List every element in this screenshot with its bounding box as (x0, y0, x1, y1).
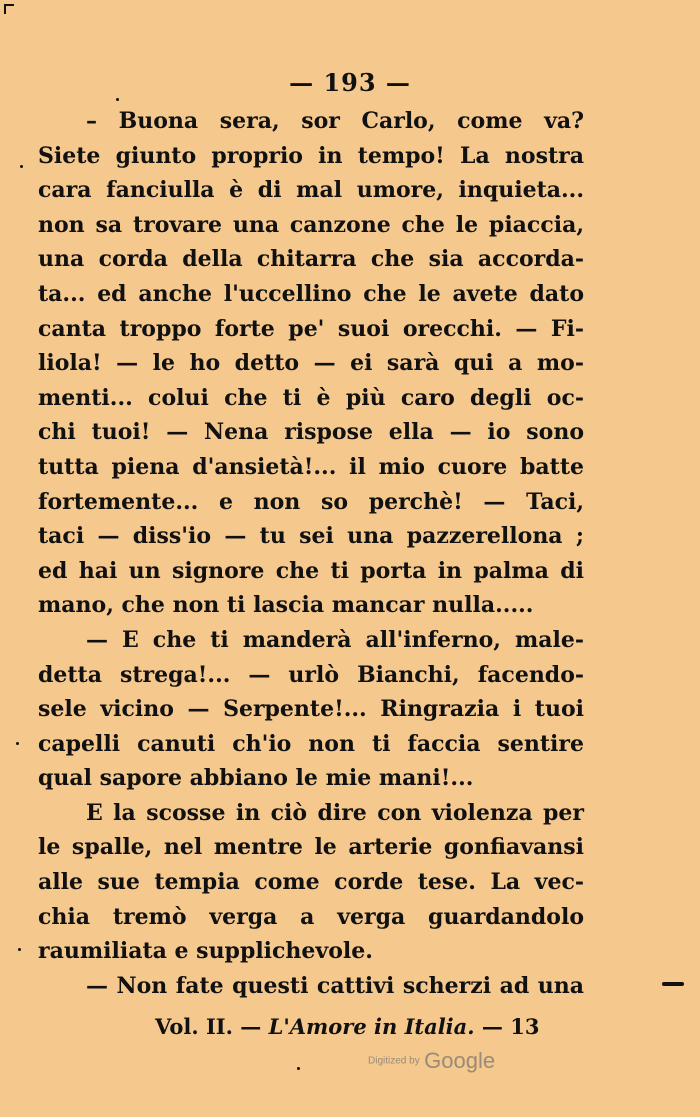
text-line: menti... colui che ti è più caro degli oc- (38, 384, 584, 411)
text-line: fortemente... e non so perchè! — Taci, (38, 488, 584, 515)
footer-volume: Vol. II. — (155, 1014, 262, 1039)
text-line: Siete giunto proprio in tempo! La nostra (38, 142, 584, 169)
text-line: — Non fate questi cattivi scherzi ad una (86, 972, 584, 999)
scan-speck (20, 165, 23, 168)
margin-dash (662, 982, 684, 986)
text-line: raumiliata e supplichevole. (38, 938, 373, 965)
digitization-watermark (368, 1048, 495, 1074)
text-line: E la scosse in ciò dire con violenza per (86, 799, 584, 826)
text-line: chia tremò verga a verga guardandolo (38, 903, 584, 930)
watermark-prefix: Digitized by (368, 1055, 420, 1067)
text-line: liola! — le ho detto — ei sarà qui a mo- (38, 350, 584, 377)
text-line: ta... ed anche l'uccellino che le avete dato (38, 280, 584, 307)
page-number: — 193 — (289, 68, 411, 97)
text-line: taci — diss'io — tu sei una pazzerellona ; (38, 523, 584, 550)
text-line: qual sapore abbiano le mie mani!... (38, 765, 474, 792)
text-line: le spalle, nel mentre le arterie gonfiavansi (38, 834, 584, 861)
text-line: non sa trovare una canzone che le piaccia, (38, 211, 584, 238)
text-line: — E che ti manderà all'inferno, male- (86, 626, 584, 653)
text-line: canta troppo forte pe' suoi orecchi. — Fi- (38, 315, 584, 342)
page-footer (155, 1014, 555, 1039)
text-line: tutta piena d'ansietà!... il mio cuore batte (38, 453, 584, 480)
body-text (38, 104, 584, 1003)
scan-speck (16, 742, 19, 745)
text-line: cara fanciulla è di mal umore, inquieta... (38, 177, 584, 204)
corner-crop-mark (4, 4, 14, 14)
scan-speck (116, 98, 119, 101)
text-line: detta strega!... — urlò Bianchi, facendo- (38, 661, 584, 688)
text-line: capelli canuti ch'io non ti faccia sentire (38, 730, 584, 757)
text-line: mano, che non ti lascia mancar nulla..... (38, 592, 534, 619)
scan-speck (297, 1067, 300, 1070)
text-line: una corda della chitarra che sia accorda- (38, 246, 584, 273)
scan-speck (18, 948, 21, 951)
footer-title: L'Amore in Italia. (268, 1014, 475, 1039)
watermark-brand: Google (424, 1048, 496, 1073)
text-line: alle sue tempia come corde tese. La vec- (38, 869, 584, 896)
footer-signature: — 13 (481, 1014, 540, 1039)
text-line: sele vicino — Serpente!... Ringrazia i tuoi (38, 696, 584, 723)
text-line: chi tuoi! — Nena rispose ella — io sono (38, 419, 584, 446)
text-line: ed hai un signore che ti porta in palma di (38, 557, 584, 584)
text-line: – Buona sera, sor Carlo, come va? (86, 108, 584, 134)
